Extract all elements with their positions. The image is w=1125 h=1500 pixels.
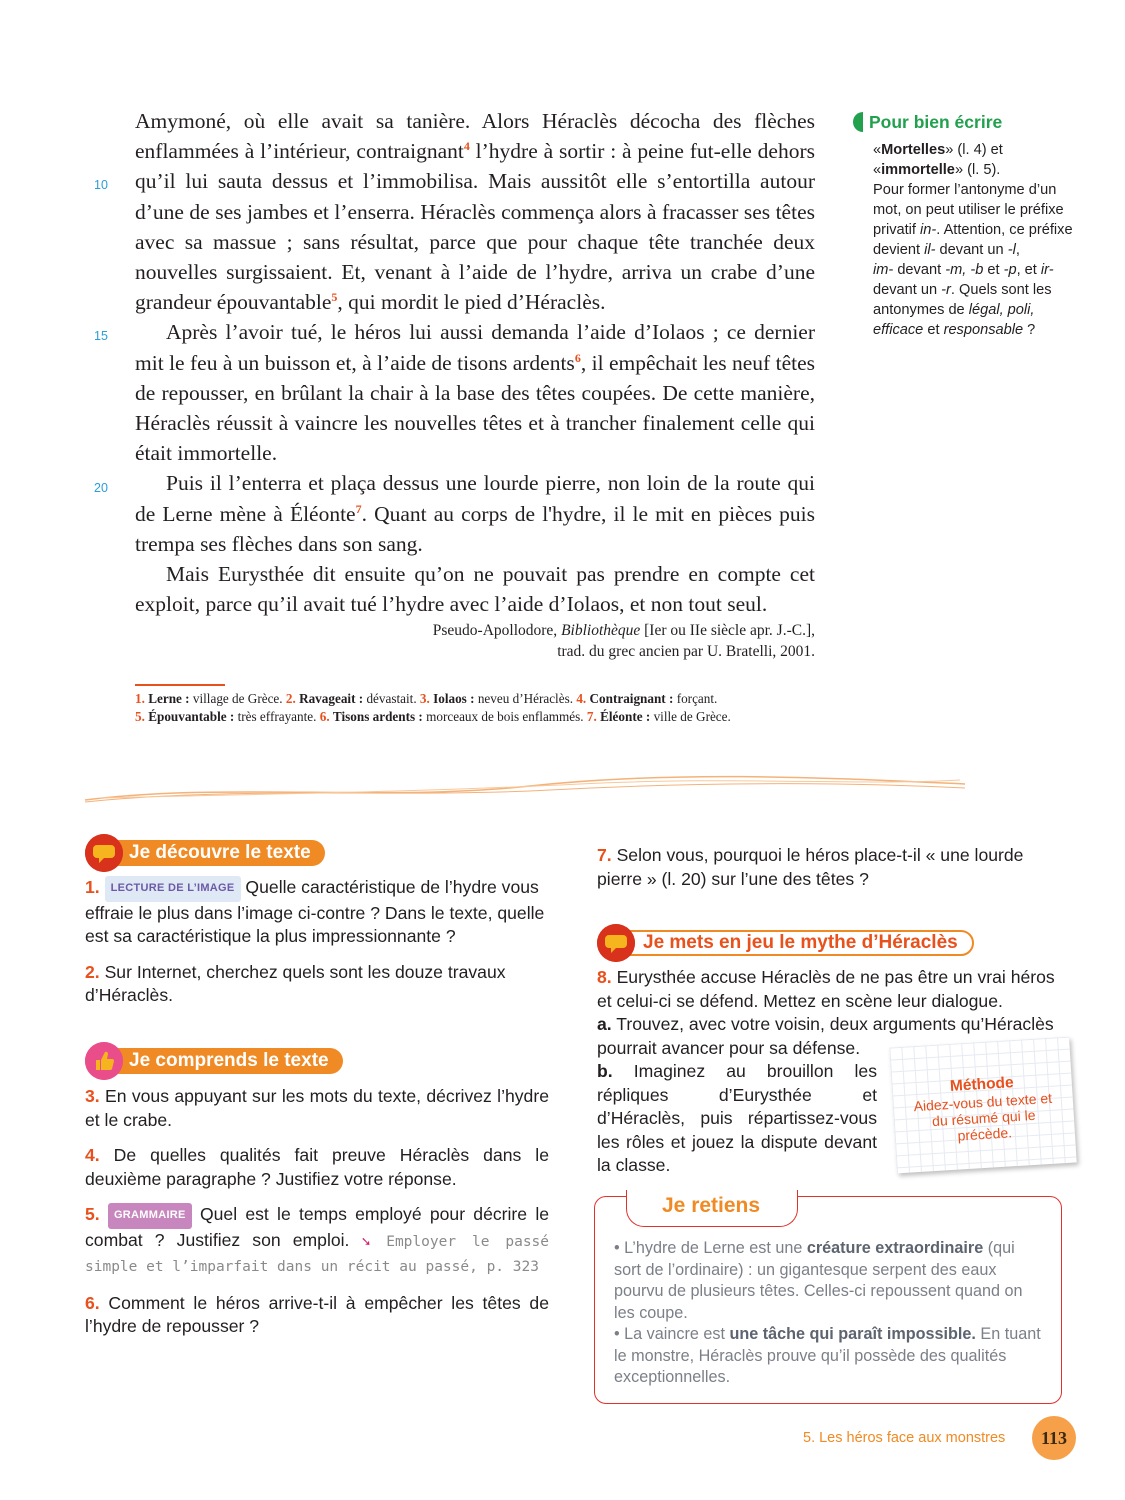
grammar-reference-link[interactable]: ➘ Employer le passé simple et l’imparfait dans un récit au passé, p. 323: [85, 1233, 550, 1275]
footnote-separator: [135, 684, 225, 686]
footnote-ref[interactable]: 5: [331, 290, 338, 305]
paragraph: Amymoné, où elle avait sa tanière. Alors Héraclès décocha des flèches enflammées à l’intérieur, contraignant$^4$ l’hydre à sortir : à peine fut-elle dehors qu’il lui sauta dessus et l’immobilisa. Mais aussitôt elle s’entortilla autour d’une de ses jambes et l’enserra. Héraclès commença alors à fracasser ses têtes avec sa massue ; sans résultat, parce que pour chaque tête tranchée deux nouvelles surgissaient. Et, venant à l’aide de l’hydre, arriva un crabe d’une grandeur épouvantable$^5$, qui mordit le pied d’Héraclès.: [135, 109, 815, 315]
speech-bubble-icon: [85, 834, 123, 872]
wavy-divider: [80, 772, 970, 808]
paragraph: Puis il l’enterra et plaça dessus une lourde pierre, non loin de la route qui de Lerne mène à Éléonte$^7$. Quant au corps de l'hydre, il le mit en pièces puis trempa ses flèches dans son sang.: [135, 471, 815, 556]
side-box-title: Pour bien écrire: [853, 112, 1002, 133]
half-circle-icon: [853, 112, 863, 132]
footnote-ref[interactable]: 7: [355, 501, 362, 516]
main-text: [135, 106, 815, 619]
footnote-ref[interactable]: 6: [574, 350, 581, 365]
question-8b: b. Imaginez au brouillon les répliques d’Eurysthée et d’Héraclès, puis répartissez-vous les rôles et jouez la dispute devant la classe.: [597, 1061, 877, 1175]
chapter-footer: 5. Les héros face aux monstres: [803, 1430, 1006, 1446]
speech-bubble-icon: [597, 924, 635, 962]
question-7: 7. Selon vous, pourquoi le héros place-t-il « une lourde pierre » (l. 20) sur l’une des têtes ?: [597, 845, 1024, 889]
footnotes: 1. Lerne : village de Grèce. 2. Ravageait : dévastait. 3. Iolaos : neveu d’Héraclès. 4. Contraignant : forçant. 5. Épouvantable : très effrayante. 6. Tisons ardents : morceaux de bois enflammés. 7. Éléonte : ville de Grèce.: [135, 691, 731, 724]
thumbs-up-icon: [85, 1042, 123, 1080]
methode-note: Méthode Aidez-vous du texte et du résumé qui le précède.: [889, 1037, 1076, 1174]
source-credit: Pseudo-Apollodore, Bibliothèque [Ier ou IIe siècle apr. J.-C.], trad. du grec ancien par U. Bratelli, 2001.: [432, 622, 815, 660]
footnote-ref[interactable]: 4: [463, 139, 470, 154]
retiens-content: • L’hydre de Lerne est une créature extraordinaire (qui sort de l’ordinaire) : un gigantesque serpent des eaux pourvu de plusieurs têtes. Celles-ci repoussent quand on les coupe. • La vaincre est une tâche qui paraît impossible. En tuant le monstre, Héraclès prouve qu’il possède des qualités exceptionnelles.: [614, 1239, 1041, 1386]
tag-lecture-image: LECTURE DE L’IMAGE: [105, 876, 241, 902]
questions-decouvre: 1. LECTURE DE L’IMAGE Quelle caractéristique de l’hydre vous effraie le plus dans l’image ci-contre ? Dans le texte, quelle est sa caractéristique la plus impressionnante ? 2. Sur Internet, cherchez quels sont les douze travaux d’Héraclès.: [85, 877, 545, 1005]
question-8: 8. Eurysthée accuse Héraclès de ne pas être un vrai héros et celui-ci se défend. Mettez en scène leur dialogue. a. Trouvez, avec votre voisin, deux arguments qu’Héraclès pourrait avancer pour sa défense.: [597, 967, 1055, 1058]
line-number: 10: [94, 178, 108, 192]
side-box: «Mortelles» (l. 4) et «immortelle» (l. 5). Pour former l’antonyme d’un mot, on peut utiliser le préfixe privatif in-. Attention, ce préfixe devient il- devant un -l, im- devant -m, -b et -p, et ir- devant un -r. Quels sont les antonymes de légal, poli, efficace et responsable ?: [873, 142, 1073, 338]
retiens-title: Je retiens: [662, 1194, 761, 1217]
line-number: 15: [94, 329, 108, 343]
paragraph: Mais Eurysthée dit ensuite qu’on ne pouvait pas prendre en compte cet exploit, parce qu’il avait tué l’hydre avec l’aide d’Iolaos, et non tout seul.: [135, 562, 815, 617]
tag-grammaire: GRAMMAIRE: [108, 1203, 192, 1229]
line-number: 20: [94, 481, 108, 495]
arrow-icon: ➘: [361, 1233, 371, 1250]
page-number: 113: [1032, 1416, 1076, 1460]
paragraph: Après l’avoir tué, le héros lui aussi demanda l’aide d’Iolaos ; ce dernier mit le feu à un buisson et, à l’aide de tisons ardents$^6$, il empêchait les neuf têtes de repousser, en brûlant la chair à la base des têtes coupées. De cette manière, Héraclès réussit à vaincre les nouvelles têtes et à trancher finalement celle qui était immortelle.: [135, 320, 815, 466]
questions-comprends: 3. En vous appuyant sur les mots du texte, décrivez l’hydre et le crabe. 4. De quelles qualités fait preuve Héraclès dans le deuxième paragraphe ? Justifiez votre réponse. 5. GRAMMAIRE Quel est le temps employé pour décrire le combat ? Justifiez son emploi. ➘ Employer le passé simple et l’imparfait dans un récit au passé, p. 323 6. Comment le héros arrive-t-il à empêcher les têtes de l’hydre de repousser ?: [85, 1086, 550, 1336]
